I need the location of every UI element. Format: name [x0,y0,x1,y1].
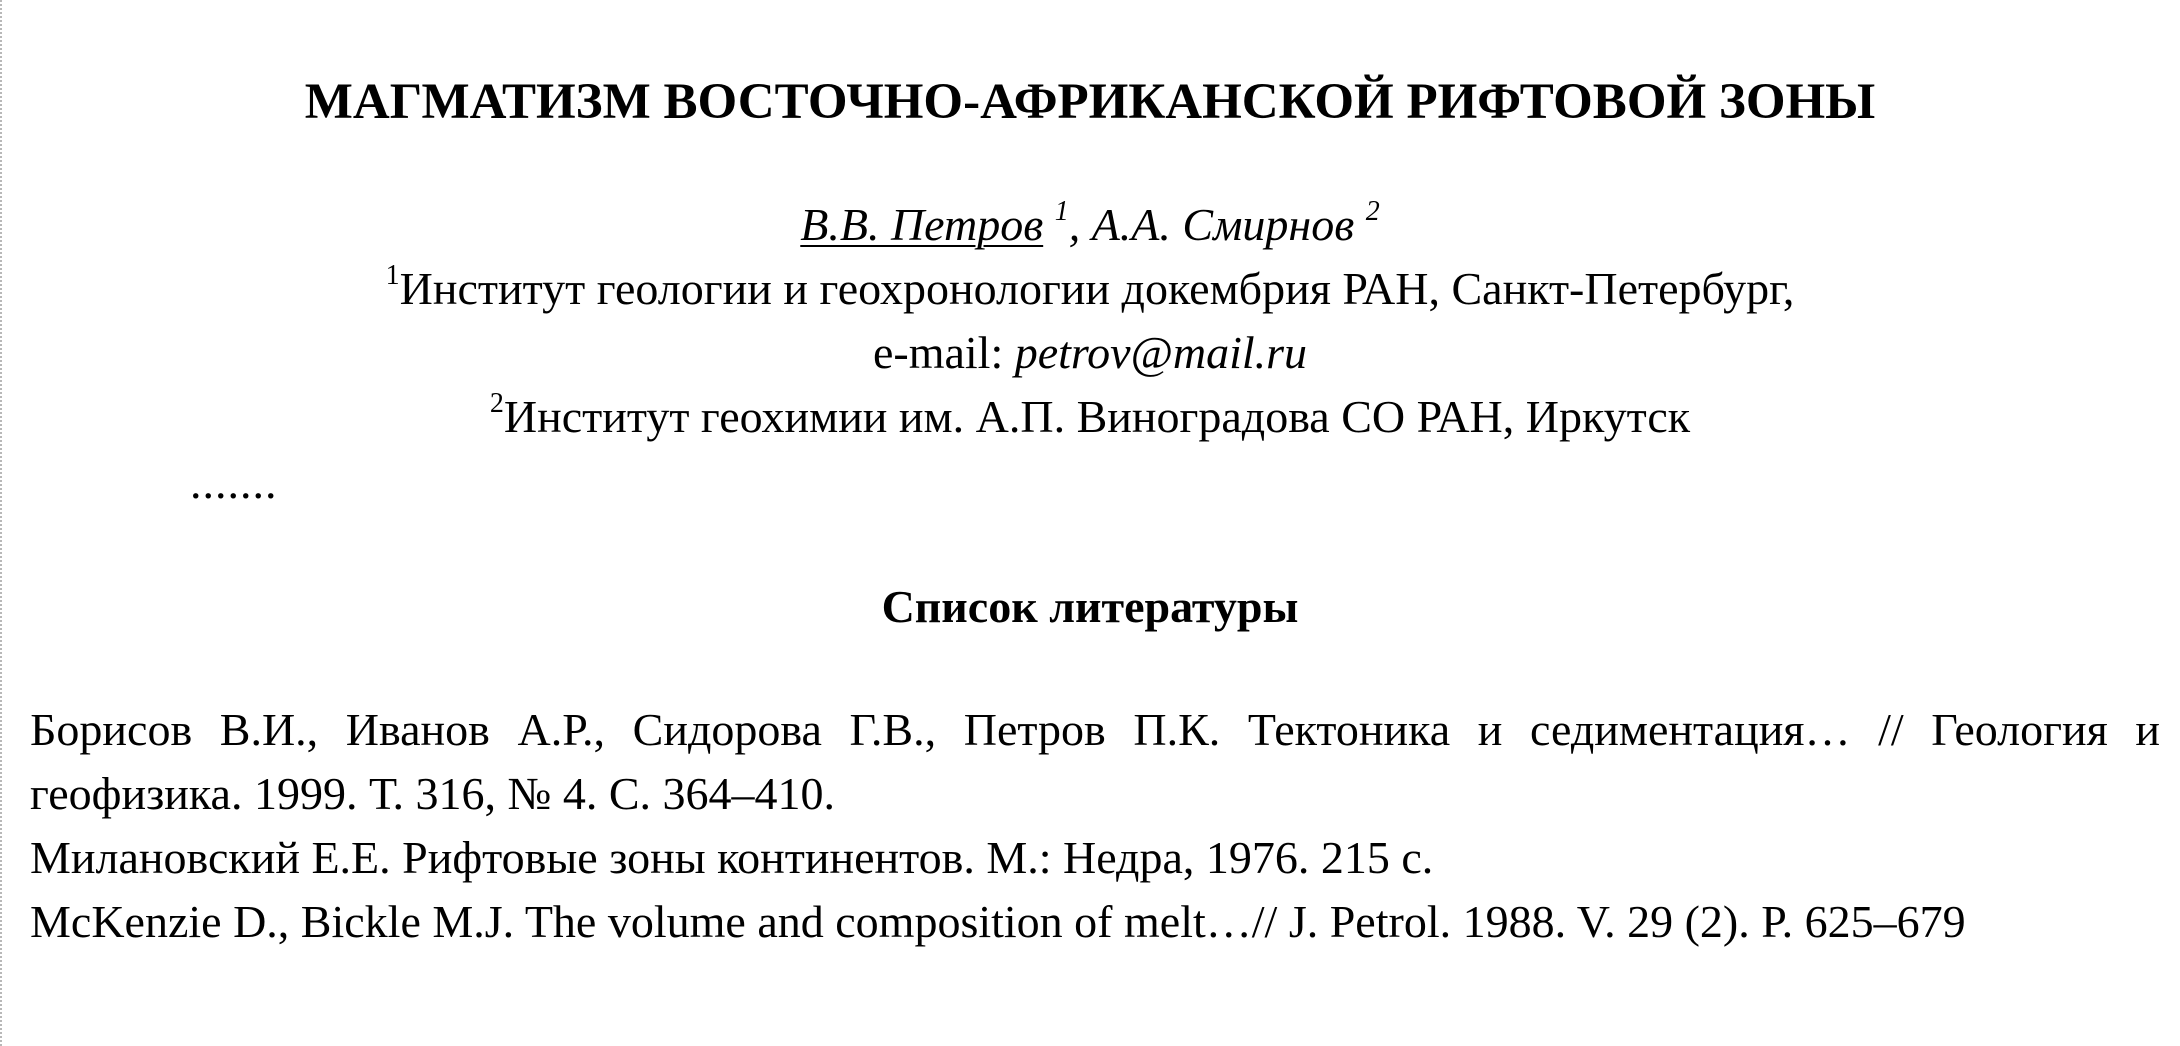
reference-item: McKenzie D., Bickle M.J. The volume and composition of melt…// J. Petrol. 1988. V. 29 (2). P. 625–679 [30,896,1966,947]
reference-item: Борисов В.И., Иванов А.Р., Сидорова Г.В., Петров П.К. Тектоника и седиментация… // Геология и геофизика. 1999. Т. 316, № 4. С. 364–410. [30,704,2160,819]
author-secondary-affil-mark: 2 [1365,195,1380,227]
affiliation-1 [0,259,2180,316]
email-line [0,326,2180,380]
email-address: petrov@mail.ru [1014,327,1308,378]
affiliation-1-text: Институт геологии и геохронологии докембрия РАН, Санкт-Петербург, [399,263,1795,314]
author-separator: , [1068,199,1092,250]
author-primary-affil-mark: 1 [1054,195,1069,227]
affiliation-2 [0,387,2180,444]
reference-item: Милановский Е.Е. Рифтовые зоны континентов. М.: Недра, 1976. 215 с. [30,832,1434,883]
author-secondary: А.А. Смирнов [1091,199,1355,250]
authors-line [0,195,2180,252]
email-prefix: e-mail: [872,327,1015,378]
references-heading: Список литературы [881,581,1299,632]
affiliation-1-mark: 1 [385,259,400,291]
affiliation-2-mark: 2 [489,387,504,419]
references-list [30,698,2160,954]
text-omission-ellipsis: ....... [190,457,278,508]
affiliation-2-text: Институт геохимии им. А.П. Виноградова СО РАН, Иркутск [503,391,1691,442]
article-title: МАГМАТИЗМ ВОСТОЧНО-АФРИКАНСКОЙ РИФТОВОЙ ЗОНЫ [304,74,1876,130]
author-primary: В.В. Петров [800,199,1044,250]
